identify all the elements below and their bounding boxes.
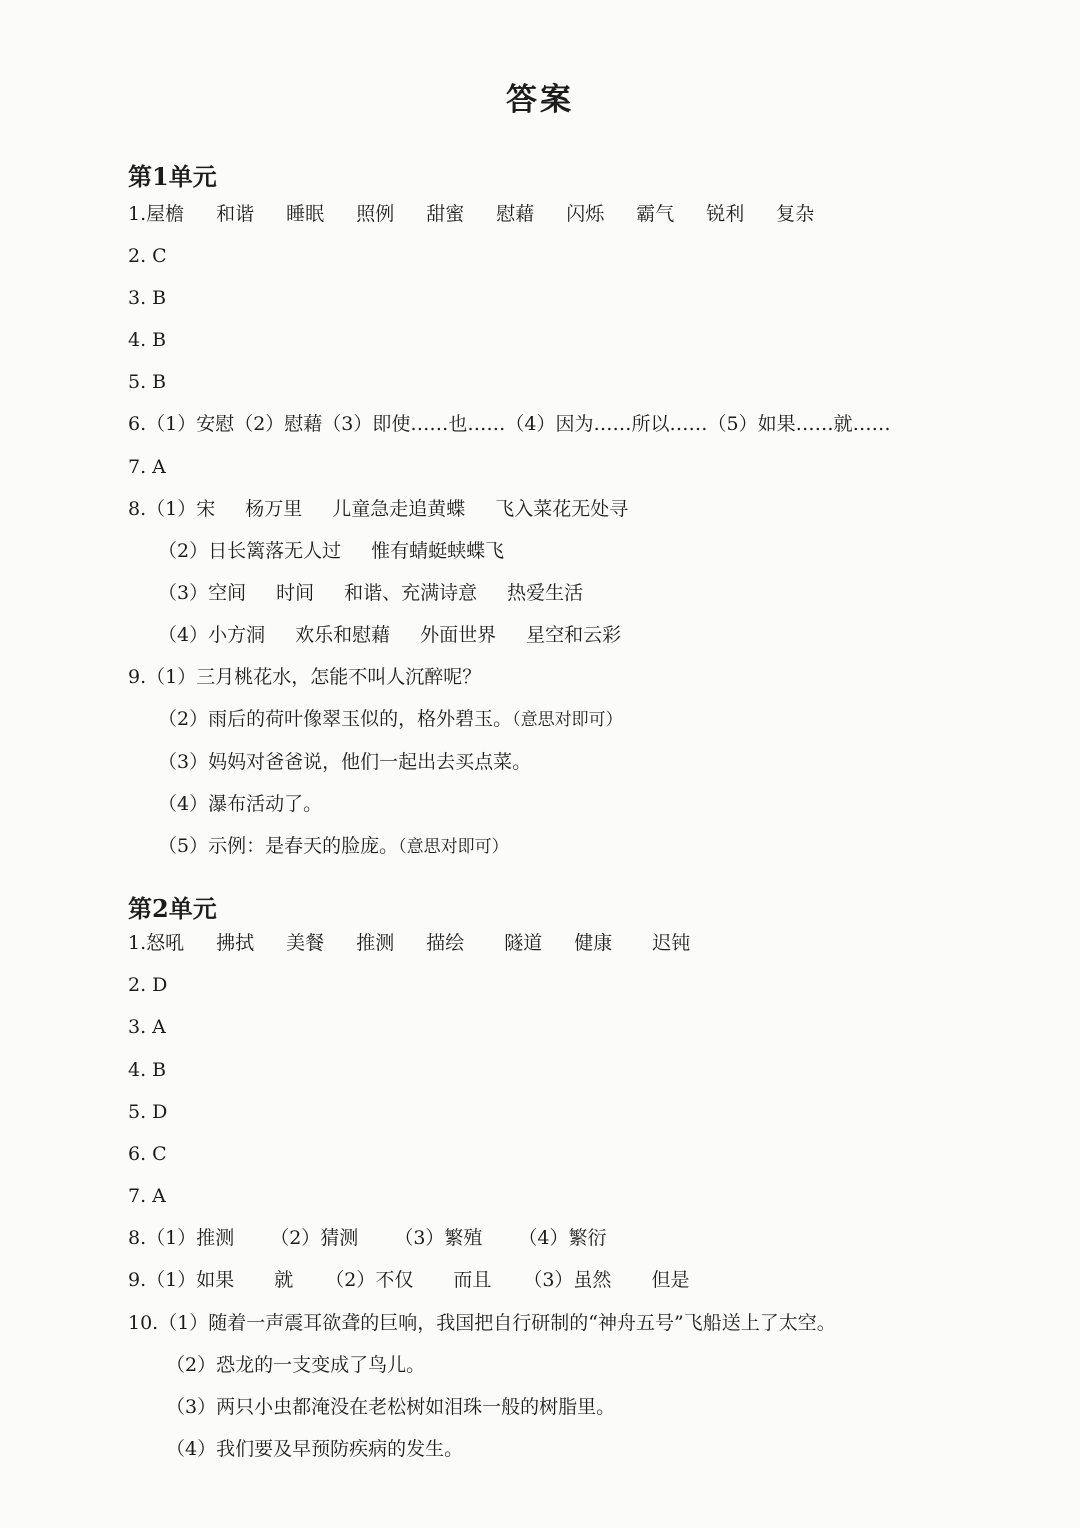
word: 推测 <box>356 932 395 954</box>
word: 拂拭 <box>216 932 255 954</box>
q8-part: （4）小方洞 <box>158 624 266 646</box>
q1-number: 1. <box>128 203 147 225</box>
word: 隧道 <box>504 932 543 954</box>
unit1-q9-line4: （4）瀑布活动了。 <box>158 793 323 815</box>
unit1-q5: 5. B <box>128 371 167 393</box>
unit2-q10-line4: （4）我们要及早预防疾病的发生。 <box>166 1438 464 1460</box>
unit2-q1 <box>128 930 690 956</box>
unit2-q3: 3. A <box>128 1016 166 1038</box>
q8-part: 热爱生活 <box>507 582 584 604</box>
unit2-q2: 2. D <box>128 974 168 996</box>
unit2-q4: 4. B <box>128 1059 167 1081</box>
q8-part: 8.（1）宋 <box>128 498 216 520</box>
unit1-q8-line2 <box>158 538 504 564</box>
q1-number: 1. <box>128 932 147 954</box>
unit1-q9-line1: 9.（1）三月桃花水，怎能不叫人沉醉呢？ <box>128 666 482 688</box>
unit2-q7: 7. A <box>128 1185 166 1207</box>
unit2-heading: 第2单元 <box>128 894 217 923</box>
unit2-q10-line2: （2）恐龙的一支变成了鸟儿。 <box>166 1354 426 1376</box>
word: 描绘 <box>426 932 465 954</box>
q9-part: （2）不仅 <box>325 1269 414 1291</box>
word: 美餐 <box>286 932 325 954</box>
q8-part: 惟有蜻蜓蛱蝶飞 <box>371 540 505 562</box>
word: 怒吼 <box>146 932 185 954</box>
q8-part: 星空和云彩 <box>526 624 622 646</box>
unit1-q4: 4. B <box>128 329 167 351</box>
unit1-q6: 6.（1）安慰（2）慰藉（3）即使……也……（4）因为……所以……（5）如果……就…… <box>128 413 891 435</box>
word: 锐利 <box>706 203 745 225</box>
q8-part: 时间 <box>276 582 315 604</box>
unit1-q1 <box>128 201 814 227</box>
unit2-q10-line1: 10.（1）随着一声震耳欲聋的巨响，我国把自行研制的“神舟五号”飞船送上了太空。 <box>128 1312 836 1334</box>
word: 睡眠 <box>286 203 325 225</box>
word: 甜蜜 <box>426 203 465 225</box>
word: 迟钝 <box>652 932 691 954</box>
unit1-q2: 2. C <box>128 245 167 267</box>
q8-part: （3）繁殖 <box>394 1227 483 1249</box>
word: 照例 <box>356 203 395 225</box>
q8-part: 外面世界 <box>420 624 497 646</box>
q8-part: 飞入菜花无处寻 <box>495 498 629 520</box>
q9-answer: （2）雨后的荷叶像翠玉似的，格外碧玉。 <box>158 708 513 730</box>
q9-note: （意思对即可） <box>512 710 623 730</box>
word: 慰藉 <box>496 203 535 225</box>
q8-part: 儿童急走追黄蝶 <box>332 498 466 520</box>
q8-part: 和谐、充满诗意 <box>344 582 478 604</box>
q8-part: （2）猜测 <box>270 1227 359 1249</box>
q9-note: （意思对即可） <box>398 837 509 857</box>
word: 闪烁 <box>566 203 605 225</box>
unit2-q8 <box>128 1225 607 1251</box>
unit1-q9-line3: （3）妈妈对爸爸说，他们一起出去买点菜。 <box>158 751 532 773</box>
q8-part: （4）繁衍 <box>518 1227 607 1249</box>
word: 霸气 <box>636 203 675 225</box>
unit2-q10-line3: （3）两只小虫都淹没在老松树如泪珠一般的树脂里。 <box>166 1396 616 1418</box>
q8-part: 欢乐和慰藉 <box>295 624 391 646</box>
q9-part: 而且 <box>453 1269 492 1291</box>
unit1-q9-line2 <box>158 706 623 733</box>
q9-part: 但是 <box>651 1269 690 1291</box>
q9-part: 就 <box>274 1269 294 1291</box>
word: 和谐 <box>216 203 255 225</box>
word: 屋檐 <box>146 203 185 225</box>
page-title: 答案 <box>506 82 574 118</box>
word: 健康 <box>574 932 613 954</box>
q8-part: （3）空间 <box>158 582 247 604</box>
q9-part: （3）虽然 <box>523 1269 612 1291</box>
q8-part: （2）日长篱落无人过 <box>158 540 342 562</box>
q8-part: 8.（1）推测 <box>128 1227 235 1249</box>
q9-answer: （5）示例：是春天的脸庞。 <box>158 835 399 857</box>
unit1-q8-line1 <box>128 496 628 522</box>
word: 复杂 <box>776 203 815 225</box>
unit1-q9-line5 <box>158 833 509 860</box>
unit2-q6: 6. C <box>128 1143 167 1165</box>
q8-part: 杨万里 <box>245 498 303 520</box>
unit1-q7: 7. A <box>128 456 166 478</box>
unit1-q3: 3. B <box>128 287 167 309</box>
unit1-q8-line4 <box>158 622 621 648</box>
unit2-q9 <box>128 1267 689 1293</box>
q9-part: 9.（1）如果 <box>128 1269 235 1291</box>
unit2-q5: 5. D <box>128 1101 168 1123</box>
unit1-heading: 第1单元 <box>128 162 217 191</box>
unit1-q8-line3 <box>158 580 583 606</box>
